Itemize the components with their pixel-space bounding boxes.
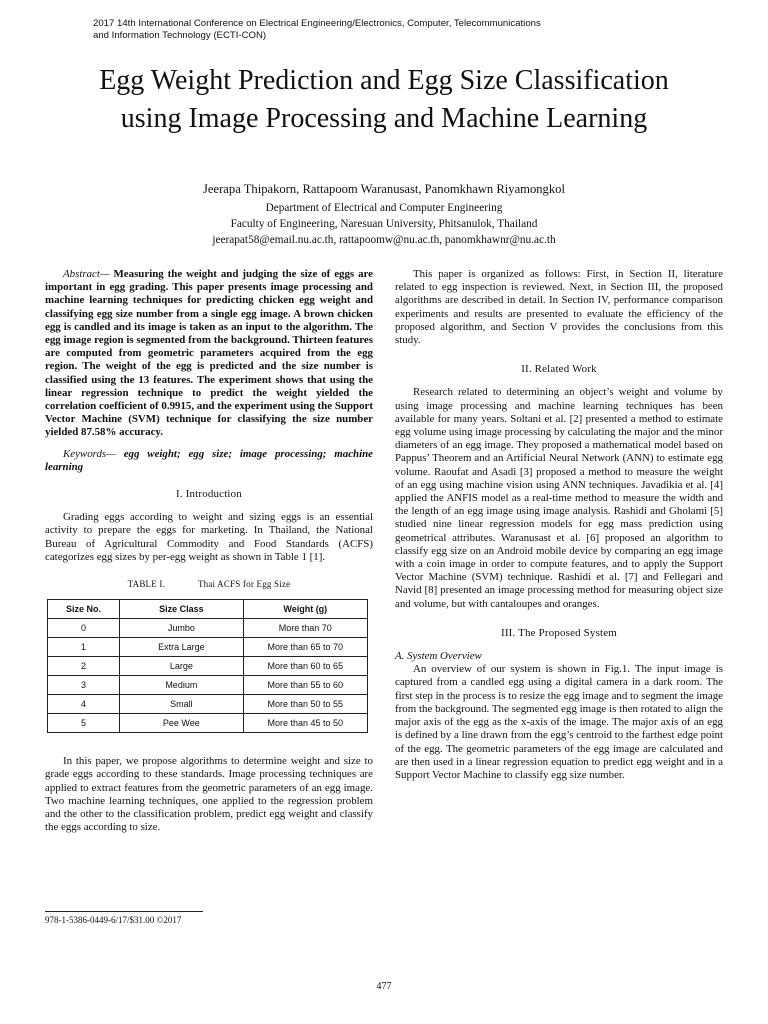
department: Department of Electrical and Computer Engineering: [265, 202, 503, 214]
table-cell: 0: [48, 619, 120, 638]
system-overview-subheading: A. System Overview: [395, 650, 482, 663]
table-cell: 2: [48, 657, 120, 676]
keywords: [45, 448, 373, 474]
footnote-divider: [45, 911, 203, 912]
page-number: 477: [376, 981, 392, 992]
table-cell: 1: [48, 638, 120, 657]
abstract-text: Measuring the weight and judging the size of eggs are important in egg grading. This paper presents image processing and machine learning techniques for predicting chicken egg weight and classifying egg size number from a single egg image. A brown chicken egg is candled and its image is taken as an input to the algorithm. The egg image region is segmented from the background. Thirteen features are computed from geometric parameters acquired from the egg region. The weight of the egg is predicted and the size number is classified using the 13 features. The experiment shows that using the linear regression technique to predict the weight yielded the correlation coefficient of 0.9915, and the experiment using the Support Vector Machine (SVM) technique for classifying the size number yielded 87.58% accuracy.: [45, 268, 373, 439]
conference-line-2: and Information Technology (ECTI-CON): [93, 29, 267, 41]
table-cell: More than 50 to 55: [243, 695, 367, 714]
table-row: [48, 619, 368, 638]
emails: jeerapat58@email.nu.ac.th, rattapoomw@nu.ac.th, panomkhawnr@nu.ac.th: [212, 234, 556, 246]
intro-paragraph-1: Grading eggs according to weight and sizing eggs is an essential activity to prepare the eggs for marketing. In Thailand, the National Bureau of Agricultural Commodity and Food Standards (ACFS) categorizes egg sizes by per-egg weight as shown in Table 1 [1].: [45, 511, 373, 563]
table-caption-title: Thai ACFS for Egg Size: [197, 579, 291, 590]
table-row: [48, 695, 368, 714]
table-row: [48, 638, 368, 657]
system-overview-paragraph: An overview of our system is shown in Fig.1. The input image is captured from a candled egg using a digital camera in a dark room. The first step in the process is to resize the egg image and to segment the image from the background. The segmented egg image is then rotated to align the major axis of the egg as the x-axis of the image. The major axis of an egg is defined by a line drawn from the egg’s centroid to the farthest edge point of the egg. The geometric parameters of the egg image are calculated and are then used in a linear regression equation to predict egg weight and in a Support Vector Machine to classify egg size number.: [395, 663, 723, 781]
title-line-2: using Image Processing and Machine Learning: [120, 103, 648, 134]
table-header-weight: Weight (g): [243, 600, 367, 619]
organization-paragraph: This paper is organized as follows: First, in Section II, literature related to egg inspection is reviewed. Next, in Section III, the proposed algorithms are described in detail. In Section IV, performance comparison experiments and results are presented to evaluate the efficiency of the proposed algorithm, and Section V provides the conclusions from this study.: [395, 268, 723, 347]
table-cell: Large: [120, 657, 243, 676]
abstract: [45, 268, 373, 440]
right-column: [395, 268, 723, 782]
keywords-text: egg weight; egg size; image processing; machine learning: [45, 447, 373, 473]
table-cell: Pee Wee: [120, 714, 243, 733]
table-cell: 3: [48, 676, 120, 695]
table-cell: More than 55 to 60: [243, 676, 367, 695]
table-cell: 4: [48, 695, 120, 714]
table-row: [48, 714, 368, 733]
table-cell: Small: [120, 695, 243, 714]
conference-header: [93, 18, 613, 41]
table-cell: Jumbo: [120, 619, 243, 638]
table-row: [48, 657, 368, 676]
title-line-1: Egg Weight Prediction and Egg Size Classification: [99, 65, 669, 96]
table-cell: More than 60 to 65: [243, 657, 367, 676]
left-column: [45, 268, 373, 834]
related-work-heading: II. Related Work: [521, 363, 597, 376]
faculty: Faculty of Engineering, Naresuan University, Phitsanulok, Thailand: [230, 218, 538, 230]
table-header-size-class: Size Class: [120, 600, 243, 619]
footnote-copyright: 978-1-5386-0449-6/17/$31.00 ©2017: [45, 915, 182, 925]
abstract-lead: Abstract—: [63, 268, 110, 280]
table-cell: 5: [48, 714, 120, 733]
conference-line-1: 2017 14th International Conference on Electrical Engineering/Electronics, Computer, Telecommunications: [93, 18, 541, 29]
authors: Jeerapa Thipakorn, Rattapoom Waranusast, Panomkhawn Riyamongkol: [203, 182, 565, 196]
proposed-system-heading: III. The Proposed System: [501, 626, 617, 639]
intro-heading: I. Introduction: [176, 488, 242, 501]
table-cell: More than 70: [243, 619, 367, 638]
table-cell: Extra Large: [120, 638, 243, 657]
table-header-size-no: Size No.: [48, 600, 120, 619]
table-cell: More than 45 to 50: [243, 714, 367, 733]
table-cell: Medium: [120, 676, 243, 695]
keywords-lead: Keywords—: [63, 447, 116, 460]
intro-paragraph-2: In this paper, we propose algorithms to determine weight and size to grade eggs according to these standards. Image processing techniques are applied to extract features from the geometric parameters of an egg image. Two machine learning techniques, one applied to the regression problem and the other to the classification problem, predict egg weight and classify the eggs according to size.: [45, 755, 373, 834]
affiliation: [0, 200, 768, 248]
table-cell: More than 65 to 70: [243, 638, 367, 657]
table-caption: [45, 578, 373, 591]
table-header-row: [48, 600, 368, 619]
related-work-paragraph: Research related to determining an object’s weight and volume by using image processing and machine learning techniques has been available for many years. Soltani et al. [2] presented a method to estimate egg volume using image processing by calculating the major and the minor diameters of an egg image. They proposed a mathematical model based on Pappus’ Theorem and an Artificial Neural Network (ANN) to estimate egg volume. Raoufat and Asadi [3] proposed a method to measure the weight of an egg using machine vision using ANN techniques. Javadikia et al. [4] applied the ANFIS model as a real-time method to measure the width and the length of an egg image using image analysis. Rashidi and Gholami [5] studied nine linear regression models for egg mass prediction using geometrical attributes. Waranusast et al. [6] proposed an algorithm to classify egg size on an Android mobile device by comparing an egg image with a coin image in order to compute features, and to apply the Support Vector Machine (SVM) technique. Rashidi et al. [7] and Fellegari and Navid [8] presented an image processing method for measuring object size and volume, but with cantaloupes and oranges.: [395, 386, 723, 610]
table-caption-label: TABLE I.: [127, 579, 166, 590]
paper-title: [0, 62, 768, 138]
egg-size-table: [47, 599, 368, 733]
table-row: [48, 676, 368, 695]
